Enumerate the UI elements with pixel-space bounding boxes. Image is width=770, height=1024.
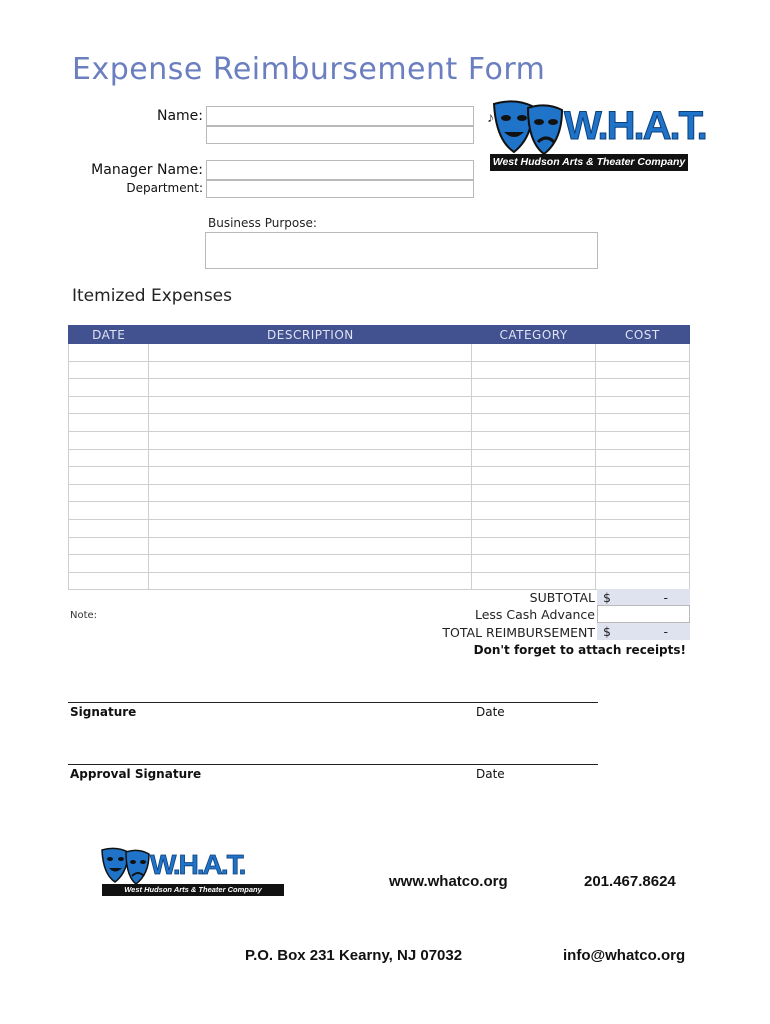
note-label: Note: (70, 610, 98, 621)
business-purpose-label: Business Purpose: (208, 216, 317, 230)
cell-cost[interactable] (595, 572, 689, 590)
cell-description[interactable] (149, 555, 472, 573)
manager-label: Manager Name: (91, 162, 203, 178)
column-header-description: DESCRIPTION (149, 326, 472, 344)
company-logo (484, 96, 706, 186)
subtotal-amount: - (663, 590, 668, 605)
cell-cost[interactable] (595, 414, 689, 432)
cell-date[interactable] (69, 519, 149, 537)
cell-description[interactable] (149, 431, 472, 449)
table-row (69, 414, 690, 432)
cell-date[interactable] (69, 537, 149, 555)
footer-address: P.O. Box 231 Kearny, NJ 07032 (245, 947, 463, 964)
cell-cost[interactable] (595, 519, 689, 537)
cell-date[interactable] (69, 414, 149, 432)
expenses-table (68, 325, 690, 590)
total-amount: - (663, 624, 668, 639)
cell-category[interactable] (472, 555, 595, 573)
section-title-expenses: Itemized Expenses (72, 286, 232, 306)
cell-description[interactable] (149, 467, 472, 485)
table-row (69, 361, 690, 379)
cell-category[interactable] (472, 467, 595, 485)
column-header-cost: COST (595, 326, 689, 344)
cell-date[interactable] (69, 431, 149, 449)
cell-category[interactable] (472, 519, 595, 537)
cell-description[interactable] (149, 396, 472, 414)
cell-description[interactable] (149, 572, 472, 590)
cell-cost[interactable] (595, 344, 689, 362)
cell-cost[interactable] (595, 379, 689, 397)
logo-wordmark: W.H.A.T. (564, 104, 706, 148)
approval-date-label: Date (476, 767, 505, 781)
table-row (69, 555, 690, 573)
table-row (69, 431, 690, 449)
name-label: Name: (156, 108, 203, 124)
page-title: Expense Reimbursement Form (72, 52, 546, 87)
footer-logo-wordmark: W.H.A.T. (150, 849, 245, 880)
table-row (69, 519, 690, 537)
svg-text:♪: ♪ (487, 109, 494, 125)
cell-cost[interactable] (595, 537, 689, 555)
department-field[interactable] (206, 180, 474, 198)
receipts-reminder: Don't forget to attach receipts! (473, 643, 686, 657)
name-field-line2[interactable] (206, 126, 474, 144)
subtotal-label: SUBTOTAL (529, 590, 595, 605)
table-header-row (69, 326, 690, 344)
footer-website-link[interactable]: www.whatco.org (389, 873, 508, 890)
cell-description[interactable] (149, 361, 472, 379)
cell-category[interactable] (472, 361, 595, 379)
table-row (69, 572, 690, 590)
cell-date[interactable] (69, 449, 149, 467)
table-row (69, 449, 690, 467)
cell-description[interactable] (149, 502, 472, 520)
cell-description[interactable] (149, 379, 472, 397)
signature-label: Signature (70, 705, 137, 719)
cell-date[interactable] (69, 361, 149, 379)
cell-category[interactable] (472, 537, 595, 555)
column-header-category: CATEGORY (472, 326, 595, 344)
cell-category[interactable] (472, 414, 595, 432)
cell-category[interactable] (472, 572, 595, 590)
cell-cost[interactable] (595, 467, 689, 485)
cell-description[interactable] (149, 449, 472, 467)
cell-cost[interactable] (595, 361, 689, 379)
cell-cost[interactable] (595, 431, 689, 449)
cell-date[interactable] (69, 502, 149, 520)
manager-name-field[interactable] (206, 160, 474, 180)
cell-cost[interactable] (595, 396, 689, 414)
cell-cost[interactable] (595, 449, 689, 467)
total-label: TOTAL REIMBURSEMENT (442, 625, 595, 640)
cell-cost[interactable] (595, 484, 689, 502)
table-row (69, 396, 690, 414)
cell-cost[interactable] (595, 502, 689, 520)
subtotal-value (597, 589, 690, 606)
table-row (69, 537, 690, 555)
cell-description[interactable] (149, 414, 472, 432)
cash-advance-label: Less Cash Advance (474, 607, 595, 622)
logo-tagline: West Hudson Arts & Theater Company (490, 154, 688, 171)
cell-category[interactable] (472, 502, 595, 520)
cell-category[interactable] (472, 449, 595, 467)
cell-date[interactable] (69, 344, 149, 362)
cell-date[interactable] (69, 572, 149, 590)
cell-date[interactable] (69, 484, 149, 502)
cell-date[interactable] (69, 555, 149, 573)
footer-logo-tagline: West Hudson Arts & Theater Company (102, 884, 284, 896)
footer-email-link[interactable]: info@whatco.org (563, 947, 686, 964)
cell-description[interactable] (149, 537, 472, 555)
approval-signature-label: Approval Signature (70, 767, 202, 781)
cell-cost[interactable] (595, 555, 689, 573)
table-row (69, 344, 690, 362)
cell-description[interactable] (149, 519, 472, 537)
table-row (69, 502, 690, 520)
cell-category[interactable] (472, 379, 595, 397)
table-row (69, 379, 690, 397)
cell-date[interactable] (69, 379, 149, 397)
cell-category[interactable] (472, 396, 595, 414)
cell-category[interactable] (472, 431, 595, 449)
table-row (69, 484, 690, 502)
total-currency: $ (603, 624, 611, 639)
cell-date[interactable] (69, 396, 149, 414)
cell-category[interactable] (472, 344, 595, 362)
business-purpose-field[interactable] (205, 232, 598, 269)
signature-line (68, 702, 598, 703)
footer-phone: 201.467.8624 (584, 873, 676, 890)
table-row (69, 467, 690, 485)
cash-advance-field[interactable] (597, 605, 690, 623)
department-label: Department: (126, 181, 203, 195)
cell-date[interactable] (69, 467, 149, 485)
footer-logo (96, 846, 286, 902)
approval-signature-line (68, 764, 598, 765)
subtotal-currency: $ (603, 590, 611, 605)
cell-description[interactable] (149, 484, 472, 502)
cell-category[interactable] (472, 484, 595, 502)
signature-date-label: Date (476, 705, 505, 719)
cell-description[interactable] (149, 344, 472, 362)
name-field[interactable] (206, 106, 474, 126)
column-header-date: DATE (69, 326, 149, 344)
total-value (597, 623, 690, 640)
